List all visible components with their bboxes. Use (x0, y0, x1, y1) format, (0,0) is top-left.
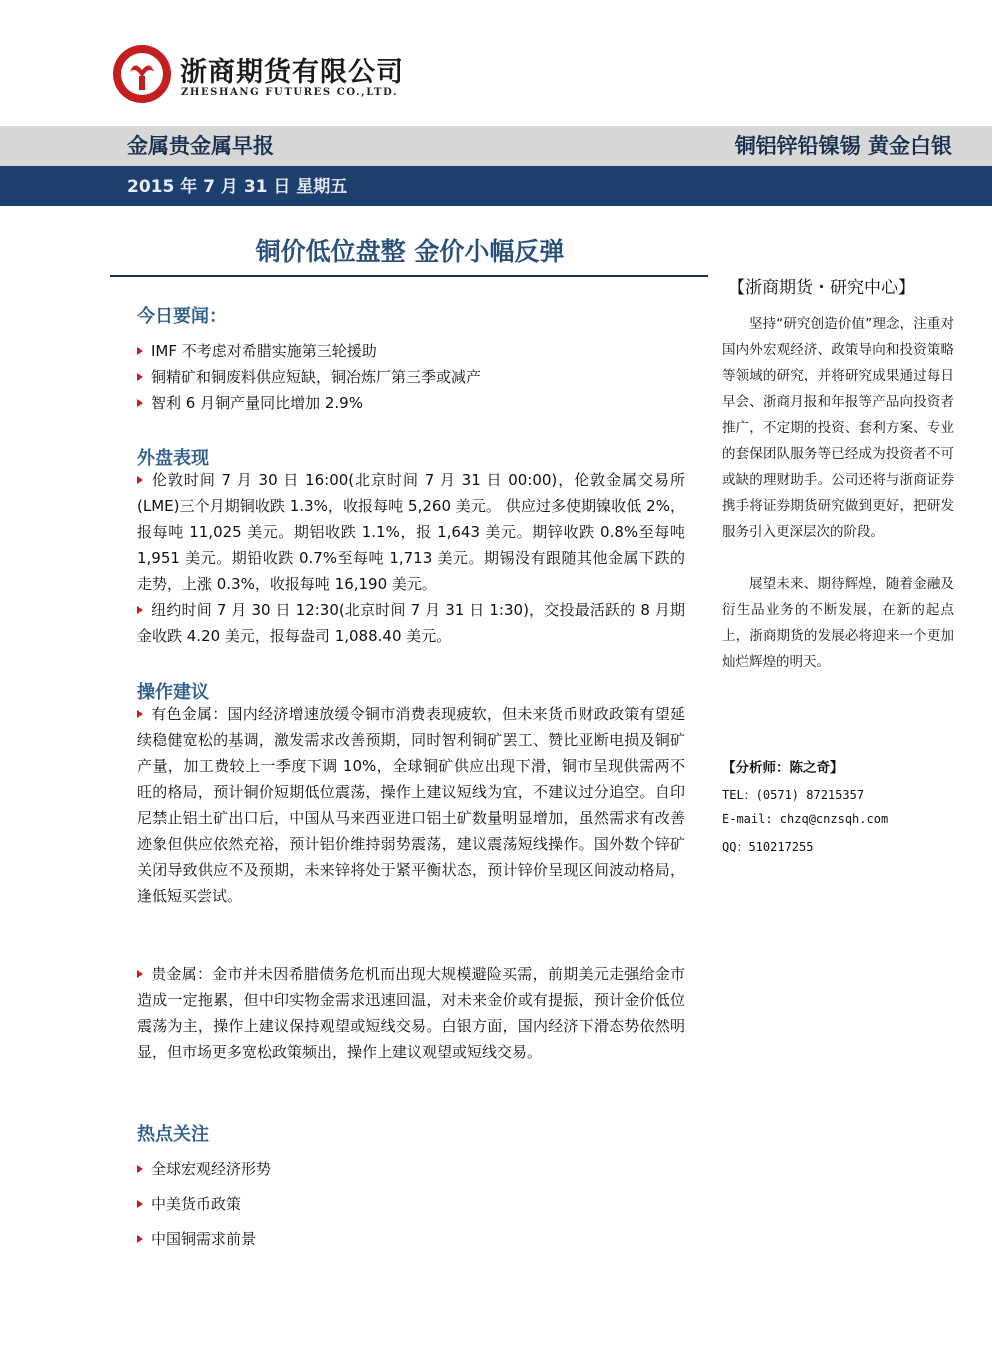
section-title-news: 今日要闻： (137, 306, 227, 327)
sidebar-paragraph: 展望未来、期待辉煌，随着金融及衍生品业务的不断发展，在新的起点上，浙商期货的发展必将迎来一个更加灿烂辉煌的明天。 (722, 576, 954, 670)
paragraph: 贵金属：金市并未因希腊债务危机而出现大规模避险买需，前期美元走强给金市造成一定拖累，但中印实物金需求迅速回温，对未来金价或有提振，预计金价低位震荡为主，操作上建议保持观望或短线交易。白银方面，国内经济下滑态势依然明显，但市场更多宽松政策频出，操作上建议观望或短线交易。 (137, 965, 685, 1061)
bullet-arrow-icon (137, 347, 143, 355)
section-title-advice: 操作建议 (137, 682, 209, 703)
section-title-hot: 热点关注 (137, 1124, 209, 1145)
bullet-arrow-icon (137, 1235, 143, 1243)
bullet-arrow-icon (137, 1200, 143, 1208)
list-item: 中国铜需求前景 (137, 1228, 256, 1249)
bullet-arrow-icon (137, 476, 143, 484)
bullet-arrow-icon (137, 399, 143, 407)
company-name-cn: 浙商期货有限公司 (180, 57, 404, 88)
list-item: 全球宏观经济形势 (137, 1158, 271, 1179)
list-item: 智利 6 月铜产量同比增加 2.9% (137, 392, 363, 413)
paragraph: 纽约时间 7 月 30 日 12:30(北京时间 7 月 31 日 1:30)，交投最活跃的 8 月期金收跌 4.20 美元，报每盎司 1,088.40 美元。 (137, 601, 685, 645)
bullet-arrow-icon (137, 970, 143, 978)
list-item: 铜精矿和铜废料供应短缺，铜冶炼厂第三季或减产 (137, 366, 481, 387)
company-name-en: ZHESHANG FUTURES CO.,LTD. (181, 87, 399, 98)
bullet-arrow-icon (137, 710, 143, 718)
analyst-qq: QQ：510217255 (722, 840, 814, 854)
paragraph: 伦敦时间 7 月 30 日 16:00(北京时间 7 月 31 日 00:00)，伦敦金属交易所(LME)三个月期铜收跌 1.3%，收报每吨 5,260 美元。 供应过多使期镍收低 2%，报每吨 11,025 美元。期铝收跌 1.1%，报 1,643 美元。期锌收跌 0.8%至每吨 1,951 美元。期铅收跌 0.7%至每吨 1,713 美元。期锡没有跟随其他金属下跌的走势，上涨 0.3%，收报每吨 16,190 美元。 (137, 471, 685, 593)
analyst-name: 【分析师：陈之奇】 (722, 760, 844, 776)
paragraph: 有色金属：国内经济增速放缓令铜市消费表现疲软，但未来货币财政政策有望延续稳健宽松的基调，激发需求改善预期，同时智利铜矿罢工、赞比亚断电损及铜矿产量，加工费较上一季度下调 10%，全球铜矿供应出现下滑，铜市呈现供需两不旺的格局，预计铜价短期低位震荡，操作上建议短线为宜，不建议过分追空。自印尼禁止铝土矿出口后，中国从马来西亚进口铝土矿数量明显增加，虽然需求有改善迹象但供应依然充裕，预计铝价维持弱势震荡，建议震荡短线操作。国外数个锌矿关闭导致供应不及预期，未来锌将处于紧平衡状态，预计锌价呈现区间波动格局，逢低短买尝试。 (137, 705, 685, 905)
page-title: 铜价低位盘整 金价小幅反弹 (255, 237, 565, 266)
section-title-overseas: 外盘表现 (137, 448, 209, 469)
company-logo-icon (112, 44, 172, 104)
bullet-arrow-icon (137, 1165, 143, 1173)
list-item: IMF 不考虑对希腊实施第三轮援助 (137, 340, 377, 361)
divider (110, 275, 708, 277)
report-name: 金属贵金属早报 (127, 134, 274, 158)
report-date: 2015 年 7 月 31 日 星期五 (127, 177, 348, 197)
bullet-arrow-icon (137, 606, 143, 614)
sidebar-paragraph: 坚持“研究创造价值”理念，注重对国内外宏观经济、政策导向和投资策略等领域的研究，并将研究成果通过每日早会、浙商月报和年报等产品向投资者推广，不定期的投资、套利方案、专业的套保团队服务等已经成为投资者不可或缺的理财助手。公司还将与浙商证券携手将证券期货研究做到更好，把研发服务引入更深层次的阶段。 (722, 316, 954, 540)
list-item: 中美货币政策 (137, 1193, 241, 1214)
report-metals: 铜铝锌铅镍锡 黄金白银 (734, 134, 952, 158)
sidebar-title: 【浙商期货・研究中心】 (728, 278, 915, 298)
analyst-email: E-mail: chzq@cnzsqh.com (722, 812, 889, 826)
analyst-phone: TEL：(0571) 87215357 (722, 788, 865, 802)
bullet-arrow-icon (137, 373, 143, 381)
